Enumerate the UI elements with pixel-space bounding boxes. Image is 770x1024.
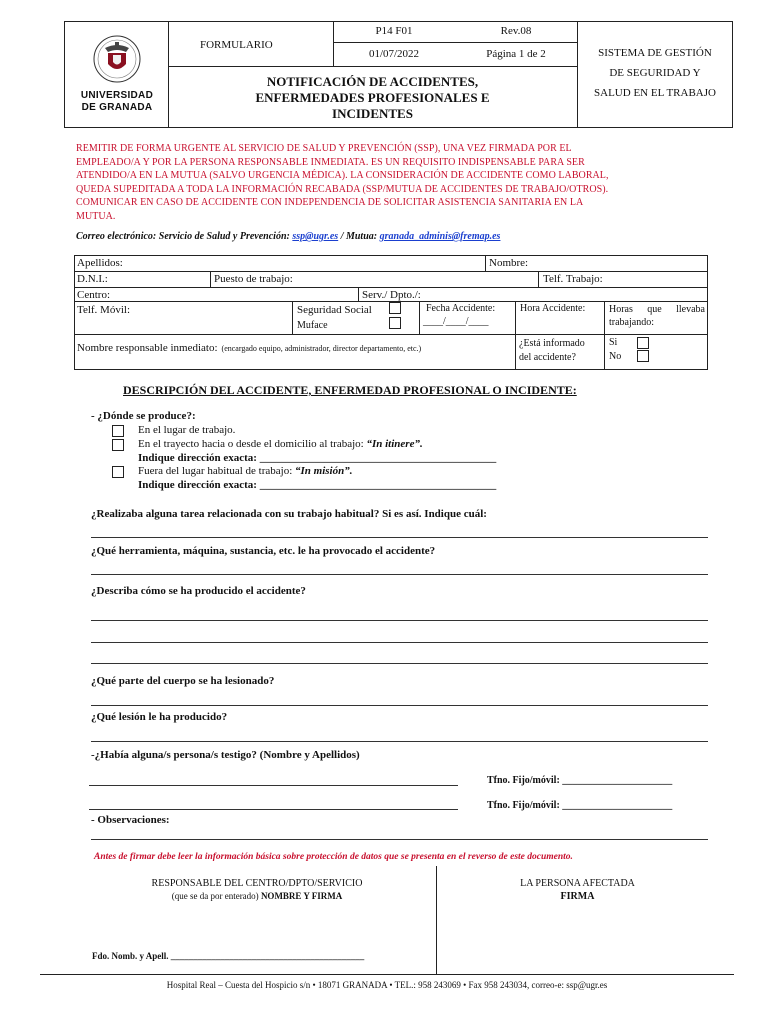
in-itinere-checkbox[interactable] [112,439,124,451]
centro-field[interactable]: Centro: [77,289,110,301]
answer-line[interactable] [91,705,708,706]
answer-line[interactable] [91,741,708,742]
informado-line: del accidente? [519,352,576,363]
description-heading: DESCRIPCIÓN DEL ACCIDENTE, ENFERMEDAD PROFESIONAL O INCIDENTE: [123,383,577,397]
informado-si-checkbox[interactable] [637,337,649,349]
no-label: No [609,351,622,362]
footer-address: Hospital Real – Cuesta del Hospicio s/n • 18071 GRANADA • TEL.: 958 243069 • Fax 958 243034, correo-e: ssp@ugr.es [166,980,608,990]
title-line: INCIDENTES [332,106,413,121]
notice-line: ATENDIDO/A EN LA MUTUA (SALVO URGENCIA MÉDICA). LA CONSIDERACIÓN DE ACCIDENTE COMO LABORAL, [76,170,609,181]
notice-line: EMPLEADO/A Y POR LA PERSONA RESPONSABLE INMEDIATA. ES UN REQUISITO INDISPENSABLE PARA SER [76,156,585,168]
horas-trabajando-field[interactable] [609,303,705,329]
in-mision-label [138,465,352,477]
muface-checkbox[interactable] [389,317,401,329]
responsable-signature-subtitle [92,891,422,901]
testigo-name-line[interactable] [89,785,458,786]
answer-line[interactable] [91,663,708,664]
page-title [168,74,577,122]
in-itinere-label [138,438,423,450]
muface-label: Muface [297,320,328,331]
notice-line: COMUNICAR EN CASO DE ACCIDENTE CON INDEPENDENCIA DE SOLICITAR ASISTENCIA SANITARIA EN LA [76,197,584,208]
apellidos-field[interactable]: Apellidos: [77,257,123,269]
lugar-trabajo-checkbox[interactable] [112,425,124,437]
system-line: SALUD EN EL TRABAJO [594,87,716,99]
col-divider [210,271,211,287]
lesion-question: ¿Qué lesión le ha producido? [91,711,228,723]
servicio-field[interactable]: Serv./ Dpto./: [362,289,421,301]
in-itinere-text: En el trayecto hacia o desde el domicilio al trabajo: [138,438,367,450]
col-divider [604,301,605,370]
management-system-label [577,43,733,103]
observaciones-line[interactable] [91,839,708,840]
email-middle: / Mutua: [338,231,380,242]
responsable-field[interactable] [77,338,421,356]
urgent-notice [76,142,708,223]
fecha-accidente-input[interactable]: ____/____/____ [423,316,489,327]
answer-line[interactable] [91,574,708,575]
informado-label [519,337,585,365]
testigo-phone-field[interactable]: Tfno. Fijo/móvil: ______________________ [487,775,673,786]
answer-line[interactable] [91,642,708,643]
in-mision-emphasis: “In misión”. [295,465,353,477]
tarea-question: ¿Realizaba alguna tarea relacionada con su trabajo habitual? Si es así. Indique cuál: [91,508,487,520]
fdo-name-field[interactable]: Fdo. Nomb. y Apell. ___________________________________________ [92,951,365,961]
direccion-itinere-field[interactable]: Indique dirección exacta: ___________________________________________ [138,452,497,464]
logo-text-line2: DE GRANADA [81,102,153,113]
seguridad-social-label: Seguridad Social [297,304,372,316]
title-line: NOTIFICACIÓN DE ACCIDENTES, [266,74,479,89]
lugar-trabajo-label: En el lugar de trabajo. [138,424,236,436]
header-divider [168,66,577,67]
university-logo [72,34,162,114]
email-contact-line [76,231,500,242]
formulario-label: FORMULARIO [200,39,273,51]
in-mision-checkbox[interactable] [112,466,124,478]
donde-question: - ¿Dónde se produce?: [91,410,196,422]
horas-label-line: trabajando: [609,317,654,328]
notice-line: REMITIR DE FORMA URGENTE AL SERVICIO DE SALUD Y PREVENCIÓN (SSP), UNA VEZ FIRMADA POR EL [76,143,572,154]
col-divider [538,271,539,287]
testigo-name-line[interactable] [89,809,458,810]
direccion-mision-field[interactable]: Indique dirección exacta: ___________________________________________ [138,479,497,491]
si-label: Si [609,337,618,348]
herramienta-question: ¿Qué herramienta, máquina, sustancia, etc. le ha provocado el accidente? [91,545,436,557]
informado-line: ¿Está informado [519,338,585,349]
informado-no-checkbox[interactable] [637,350,649,362]
system-line: DE SEGURIDAD Y [609,67,701,79]
signature-divider [436,866,437,974]
puesto-field[interactable]: Puesto de trabajo: [214,273,293,285]
affected-signature-subtitle: FIRMA [560,891,595,902]
revision: Rev.08 [500,25,532,37]
footer-divider [40,974,734,975]
row-divider [74,287,708,288]
col-divider [515,301,516,370]
responsable-signature-title: RESPONSABLE DEL CENTRO/DPTO/SERVICIO [151,878,363,889]
signature-note: (que se da por enterado) [171,891,261,901]
document-date: 01/07/2022 [368,48,420,60]
mutua-email-link[interactable]: granada_adminis@fremap.es [379,231,501,242]
in-itinere-emphasis: “In itinere”. [366,438,423,450]
answer-line[interactable] [91,537,708,538]
fecha-accidente-label: Fecha Accidente: [426,303,496,314]
shield-icon [72,34,162,88]
row-divider [74,271,708,272]
col-divider [292,301,293,334]
nombre-field[interactable]: Nombre: [489,257,529,269]
testigo-question: -¿Había alguna/s persona/s testigo? (Nombre y Apellidos) [91,749,360,761]
header-divider [333,42,577,43]
email-prefix: Correo electrónico: Servicio de Salud y Prevención: [76,231,293,242]
privacy-note: Antes de firmar debe leer la información básica sobre protección de datos que se presenta en el reverso de este documento. [94,852,573,862]
signature-note-bold: NOMBRE Y FIRMA [260,891,343,901]
telf-trabajo-field[interactable]: Telf. Trabajo: [543,273,603,285]
responsable-label: Nombre responsable inmediato: [77,342,218,354]
row-divider [74,334,708,335]
responsable-note: (encargado equipo, administrador, director departamento, etc.) [221,344,422,353]
answer-line[interactable] [91,620,708,621]
horas-label-line: Horas que llevaba [609,304,705,315]
col-divider [419,301,420,334]
system-line: SISTEMA DE GESTIÓN [598,47,712,59]
seguridad-social-checkbox[interactable] [389,302,401,314]
parte-cuerpo-question: ¿Qué parte del cuerpo se ha lesionado? [91,675,275,687]
document-code: P14 F01 [375,25,413,37]
page-number: Página 1 de 2 [486,48,546,60]
hora-accidente-field[interactable]: Hora Accidente: [520,303,586,314]
telf-movil-field[interactable]: Telf. Móvil: [77,304,131,316]
dni-field[interactable]: D.N.I.: [77,273,108,285]
testigo-phone-field[interactable]: Tfno. Fijo/móvil: ______________________ [487,800,673,811]
col-divider [358,287,359,301]
observaciones-label: - Observaciones: [91,814,170,826]
notice-line: MUTUA. [76,210,116,222]
col-divider [485,255,486,271]
logo-text-line1: UNIVERSIDAD [80,90,154,101]
como-question: ¿Describa cómo se ha producido el accidente? [91,585,306,597]
in-mision-text: Fuera del lugar habitual de trabajo: [138,465,295,477]
notice-line: QUEDA SUPEDITADA A TODA LA INFORMACIÓN RECABADA (SSP/MUTUA DE ACCIDENTES DE TRABAJO/OTROS). [76,183,609,195]
title-line: ENFERMEDADES PROFESIONALES E [255,90,490,105]
affected-signature-title: LA PERSONA AFECTADA [520,878,635,889]
ssp-email-link[interactable]: ssp@ugr.es [292,231,339,242]
